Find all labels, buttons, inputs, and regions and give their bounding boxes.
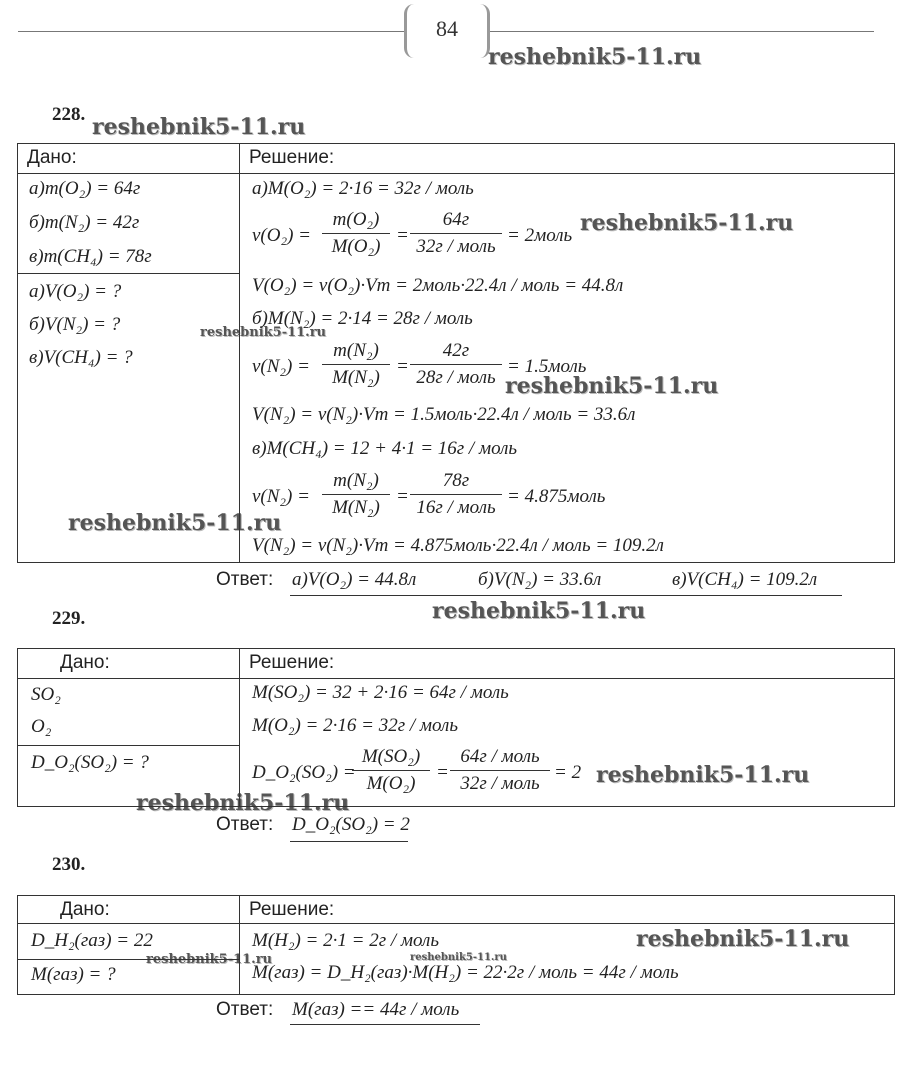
solution-result: = 1.5моль bbox=[507, 356, 587, 377]
fraction bbox=[410, 340, 502, 389]
fraction-numerator: m(O₂) bbox=[322, 209, 390, 234]
find-item: в)V(CH₄) = ? bbox=[29, 347, 133, 368]
solution-result: = 2 bbox=[554, 762, 582, 783]
fraction-numerator: 64г / моль bbox=[450, 746, 550, 771]
fraction bbox=[410, 470, 502, 519]
fraction-denominator: 16г / моль bbox=[416, 497, 496, 518]
given-find-divider bbox=[17, 273, 240, 274]
column-divider bbox=[239, 648, 240, 807]
solution-line: M(O₂) = 2·16 = 32г / моль bbox=[252, 715, 458, 736]
solution-line: M(SO₂) = 32 + 2·16 = 64г / моль bbox=[252, 682, 509, 703]
equals-sign: = bbox=[396, 356, 409, 377]
problem-number: 229. bbox=[52, 608, 86, 629]
given-item: в)m(CH₄) = 78г bbox=[29, 246, 152, 267]
fraction-denominator: 32г / моль bbox=[460, 773, 540, 794]
solution-line: V(N₂) = ν(N₂)·Vm = 1.5моль·22.4л / моль = 33.6л bbox=[252, 404, 636, 425]
fraction-numerator: 64г bbox=[410, 209, 502, 234]
fraction-numerator: m(N₂) bbox=[322, 470, 390, 495]
column-divider bbox=[239, 895, 240, 995]
watermark: reshebnik5-11.ru bbox=[488, 44, 702, 70]
fraction bbox=[352, 746, 430, 795]
answer-underline bbox=[290, 841, 408, 842]
solution-line: V(O₂) = ν(O₂)·Vm = 2моль·22.4л / моль = 44.8л bbox=[252, 275, 624, 296]
answer-label: Ответ: bbox=[216, 814, 274, 835]
solution-line: ν(N₂) = bbox=[252, 356, 310, 377]
fraction-denominator: M(O₂) bbox=[331, 236, 381, 257]
equals-sign: = bbox=[436, 762, 449, 783]
given-header: Дано: bbox=[27, 147, 77, 168]
find-item: б)V(N₂) = ? bbox=[29, 314, 121, 335]
given-item: SO₂ bbox=[31, 684, 61, 705]
fraction-numerator: M(SO₂) bbox=[352, 746, 430, 771]
solution-line: ν(O₂) = bbox=[252, 225, 311, 246]
watermark: reshebnik5-11.ru bbox=[68, 510, 282, 536]
solution-header: Решение: bbox=[249, 899, 335, 920]
equals-sign: = bbox=[396, 486, 409, 507]
watermark: reshebnik5-11.ru bbox=[146, 952, 273, 967]
fraction-denominator: M(N₂) bbox=[332, 497, 380, 518]
solution-line: D_O₂(SO₂) = bbox=[252, 762, 356, 783]
fraction-numerator: m(N₂) bbox=[322, 340, 390, 365]
fraction-denominator: M(O₂) bbox=[366, 773, 416, 794]
fraction bbox=[322, 470, 390, 519]
find-item: а)V(O₂) = ? bbox=[29, 281, 122, 302]
solution-line: M(газ) = D_H₂(газ)·M(H₂) = 22·2г / моль = 44г / моль bbox=[252, 962, 679, 983]
solution-result: = 2моль bbox=[507, 225, 573, 246]
watermark: reshebnik5-11.ru bbox=[92, 114, 306, 140]
solution-header: Решение: bbox=[249, 147, 335, 168]
answer-underline bbox=[290, 1024, 480, 1025]
answer-label: Ответ: bbox=[216, 999, 274, 1020]
solution-line: б)M(N₂) = 2·14 = 28г / моль bbox=[252, 308, 473, 329]
find-item: D_O₂(SO₂) = ? bbox=[31, 752, 149, 773]
answer-underline bbox=[290, 595, 842, 596]
problem-number: 230. bbox=[52, 854, 86, 875]
fraction-numerator: 78г bbox=[410, 470, 502, 495]
page-number-frame bbox=[404, 4, 490, 58]
answer-item: D_O₂(SO₂) = 2 bbox=[292, 814, 410, 835]
watermark: reshebnik5-11.ru bbox=[505, 373, 719, 399]
find-item: M(газ) = ? bbox=[31, 964, 116, 985]
column-divider bbox=[239, 143, 240, 563]
watermark: reshebnik5-11.ru bbox=[596, 762, 810, 788]
fraction-denominator: M(N₂) bbox=[332, 367, 380, 388]
watermark: reshebnik5-11.ru bbox=[136, 790, 350, 816]
answer-item: б)V(N₂) = 33.6л bbox=[478, 569, 602, 590]
solution-header: Решение: bbox=[249, 652, 335, 673]
watermark: reshebnik5-11.ru bbox=[432, 598, 646, 624]
given-find-divider bbox=[17, 959, 240, 960]
given-item: D_H₂(газ) = 22 bbox=[31, 930, 153, 951]
watermark: reshebnik5-11.ru bbox=[200, 325, 327, 340]
answer-label: Ответ: bbox=[216, 569, 274, 590]
solution-line: M(H₂) = 2·1 = 2г / моль bbox=[252, 930, 439, 951]
solution-result: = 4.875моль bbox=[507, 486, 606, 507]
watermark: reshebnik5-11.ru bbox=[580, 210, 794, 236]
given-item: а)m(O₂) = 64г bbox=[29, 178, 141, 199]
given-item: б)m(N₂) = 42г bbox=[29, 212, 140, 233]
header-divider bbox=[17, 678, 895, 679]
fraction bbox=[322, 209, 390, 258]
fraction-numerator: 42г bbox=[410, 340, 502, 365]
answer-item: в)V(CH₄) = 109.2л bbox=[672, 569, 818, 590]
header-divider bbox=[17, 923, 895, 924]
given-find-divider bbox=[17, 745, 240, 746]
answer-item: M(газ) == 44г / моль bbox=[292, 999, 460, 1020]
given-header: Дано: bbox=[60, 652, 110, 673]
given-header: Дано: bbox=[60, 899, 110, 920]
watermark: reshebnik5-11.ru bbox=[636, 926, 850, 952]
page-number: 84 bbox=[436, 16, 458, 41]
header-divider bbox=[17, 173, 895, 174]
solution-line: V(N₂) = ν(N₂)·Vm = 4.875моль·22.4л / моль = 109.2л bbox=[252, 535, 664, 556]
fraction bbox=[450, 746, 550, 795]
fraction bbox=[410, 209, 502, 258]
fraction-denominator: 28г / моль bbox=[416, 367, 496, 388]
solution-line: в)M(CH₄) = 12 + 4·1 = 16г / моль bbox=[252, 438, 518, 459]
fraction bbox=[322, 340, 390, 389]
answer-item: а)V(O₂) = 44.8л bbox=[292, 569, 417, 590]
watermark: reshebnik5-11.ru bbox=[410, 952, 507, 963]
fraction-denominator: 32г / моль bbox=[416, 236, 496, 257]
solution-line: ν(N₂) = bbox=[252, 486, 310, 507]
solution-line: а)M(O₂) = 2·16 = 32г / моль bbox=[252, 178, 474, 199]
given-item: O₂ bbox=[31, 716, 52, 737]
problem-number: 228. bbox=[52, 104, 86, 125]
equals-sign: = bbox=[396, 225, 409, 246]
